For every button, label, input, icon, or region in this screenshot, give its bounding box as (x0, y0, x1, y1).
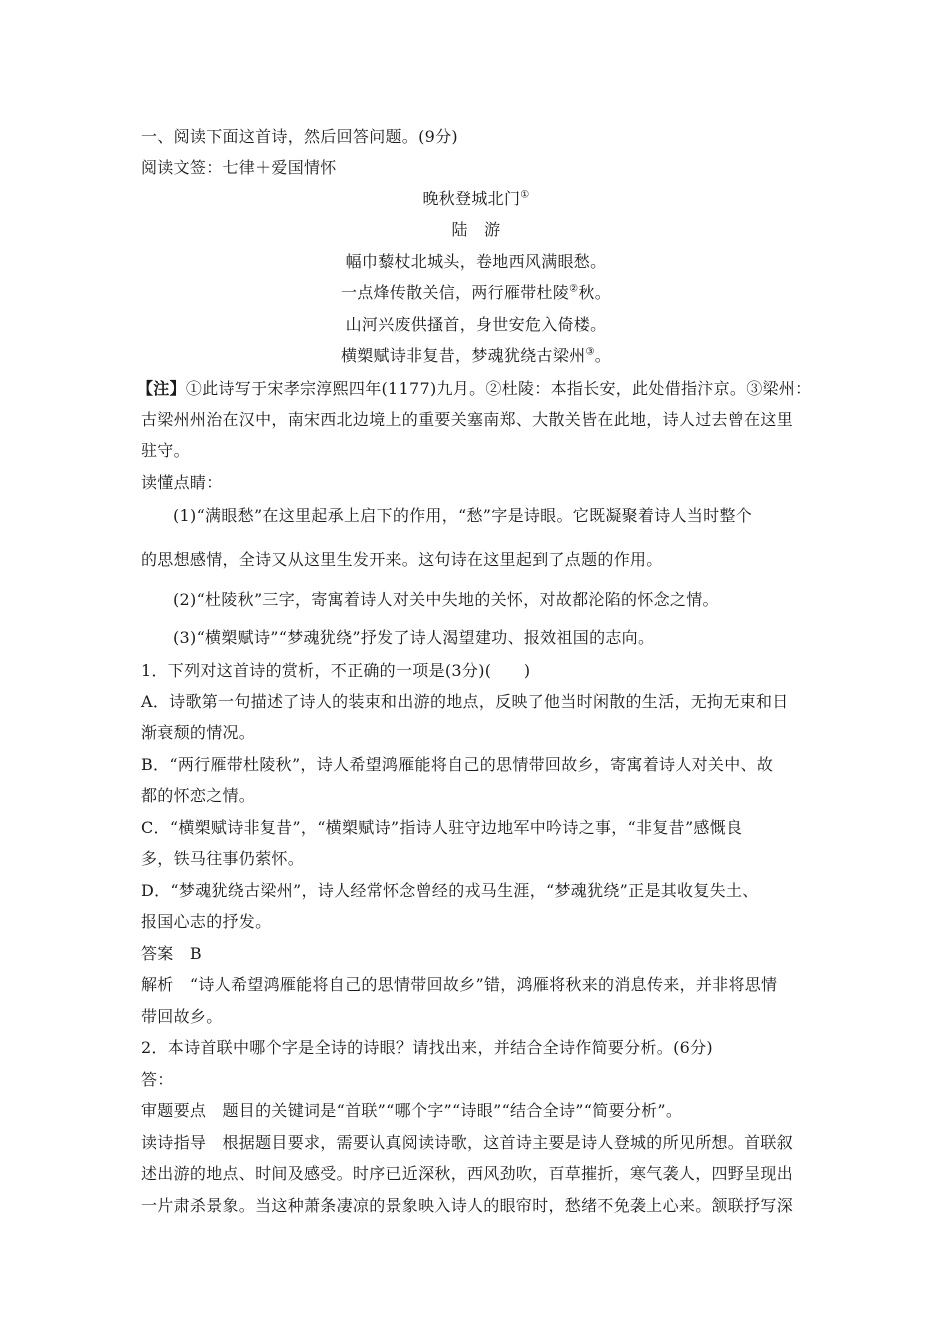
poem-line-4 (141, 345, 811, 367)
option-b-line-2: 都的怀恋之情。 (141, 786, 256, 805)
option-d-line-1: D．“梦魂犹绕古梁州”，诗人经常怀念曾经的戎马生涯，“梦魂犹绕”正是其收复失土、 (141, 881, 759, 900)
notes-label: 【注】 (137, 379, 186, 398)
section-heading: 一、阅读下面这首诗，然后回答问题。(9分) (141, 127, 458, 146)
poem-line-3: 山河兴废供搔首，身世安危入倚楼。 (345, 315, 607, 334)
poem-title-text: 晚秋登城北门 (422, 189, 521, 208)
reading-points-heading: 读懂点睛： (141, 473, 223, 492)
option-d-line-2: 报国心志的抒发。 (141, 912, 272, 931)
question-1-stem: 1．下列对这首诗的赏析，不正确的一项是(3分)( ) (141, 661, 531, 680)
option-b-line-1: B．“两行雁带杜陵秋”，诗人希望鸿雁能将自己的思情带回故乡，寄寓着诗人对关中、故 (141, 755, 774, 774)
reading-point-1-line-2: 的思想感情，全诗又从这里生发开来。这句诗在这里起到了点题的作用。 (141, 550, 663, 569)
question-2-guide-line-3: 一片肃杀景象。当这种萧条凄凉的景象映入诗人的眼帘时，愁绪不免袭上心来。颔联抒写深 (141, 1196, 794, 1215)
notes-line-1 (137, 378, 811, 400)
reading-point-2: (2)“杜陵秋”三字，寄寓着诗人对关中失地的关怀，对故都沦陷的怀念之情。 (173, 590, 719, 609)
reading-point-1-line-1: (1)“满眼愁”在这里起承上启下的作用，“愁”字是诗眼。它既凝聚着诗人当时整个 (173, 506, 753, 525)
option-a-line-1: A．诗歌第一句描述了诗人的装束和出游的地点，反映了他当时闲散的生活，无拘无束和日 (141, 692, 789, 711)
notes-line-3: 驻守。 (141, 441, 190, 460)
option-c-line-2: 多，铁马往事仍萦怀。 (141, 849, 305, 868)
notes-line-2: 古梁州州治在汉中，南宋西北边境上的重要关塞南郑、大散关皆在此地，诗人过去曾在这里 (141, 410, 794, 429)
poem-title (141, 188, 811, 210)
poem-line-4-note: ③ (585, 346, 595, 358)
poem-line-1: 幅巾藜杖北城头，卷地西风满眼愁。 (345, 252, 607, 271)
poem-line-2-text: 一点烽传散关信，两行雁带杜陵 (340, 283, 570, 302)
poem-author: 陆 游 (451, 220, 501, 239)
option-a-line-2: 渐衰颓的情况。 (141, 723, 256, 742)
poem-title-note: ① (520, 189, 530, 201)
poem-line-2 (141, 282, 811, 304)
question-1-analysis-line-1: 解析 “诗人希望鸿雁能将自己的思情带回故乡”错，鸿雁将秋来的消息传来，并非将思情 (141, 975, 778, 994)
poem-line-2-tail: 秋。 (578, 283, 612, 302)
poem-line-4-text: 横槊赋诗非复昔，梦魂犹绕古梁州 (340, 346, 586, 365)
question-2-stem: 2．本诗首联中哪个字是全诗的诗眼？请找出来，并结合全诗作简要分析。(6分) (141, 1038, 713, 1057)
question-2-answer-label: 答： (141, 1070, 174, 1089)
question-1-answer: 答案 B (141, 944, 202, 963)
question-1-analysis-line-2: 带回故乡。 (141, 1007, 223, 1026)
question-2-guide-line-2: 述出游的地点、时间及感受。时序已近深秋，西风劲吹，百草摧折，寒气袭人，四野呈现出 (141, 1164, 794, 1183)
reading-point-3: (3)“横槊赋诗”“梦魂犹绕”抒发了诗人渴望建功、报效祖国的志向。 (173, 628, 655, 647)
option-c-line-1: C．“横槊赋诗非复昔”，“横槊赋诗”指诗人驻守边地军中吟诗之事，“非复昔”感慨良 (141, 818, 743, 837)
poem-line-2-note: ② (569, 283, 579, 295)
question-2-key-points: 审题要点 题目的关键词是“首联”“哪个字”“诗眼”“结合全诗”“简要分析”。 (141, 1101, 683, 1120)
reading-tag: 阅读文签：七律＋爱国情怀 (141, 158, 337, 177)
question-2-guide-line-1: 读诗指导 根据题目要求，需要认真阅读诗歌，这首诗主要是诗人登城的所见所想。首联叙 (141, 1133, 794, 1152)
poem-line-4-tail: 。 (594, 346, 612, 365)
notes-text-1: ①此诗写于宋孝宗淳熙四年(1177)九月。②杜陵：本指长安，此处借指汴京。③梁州： (185, 379, 812, 398)
